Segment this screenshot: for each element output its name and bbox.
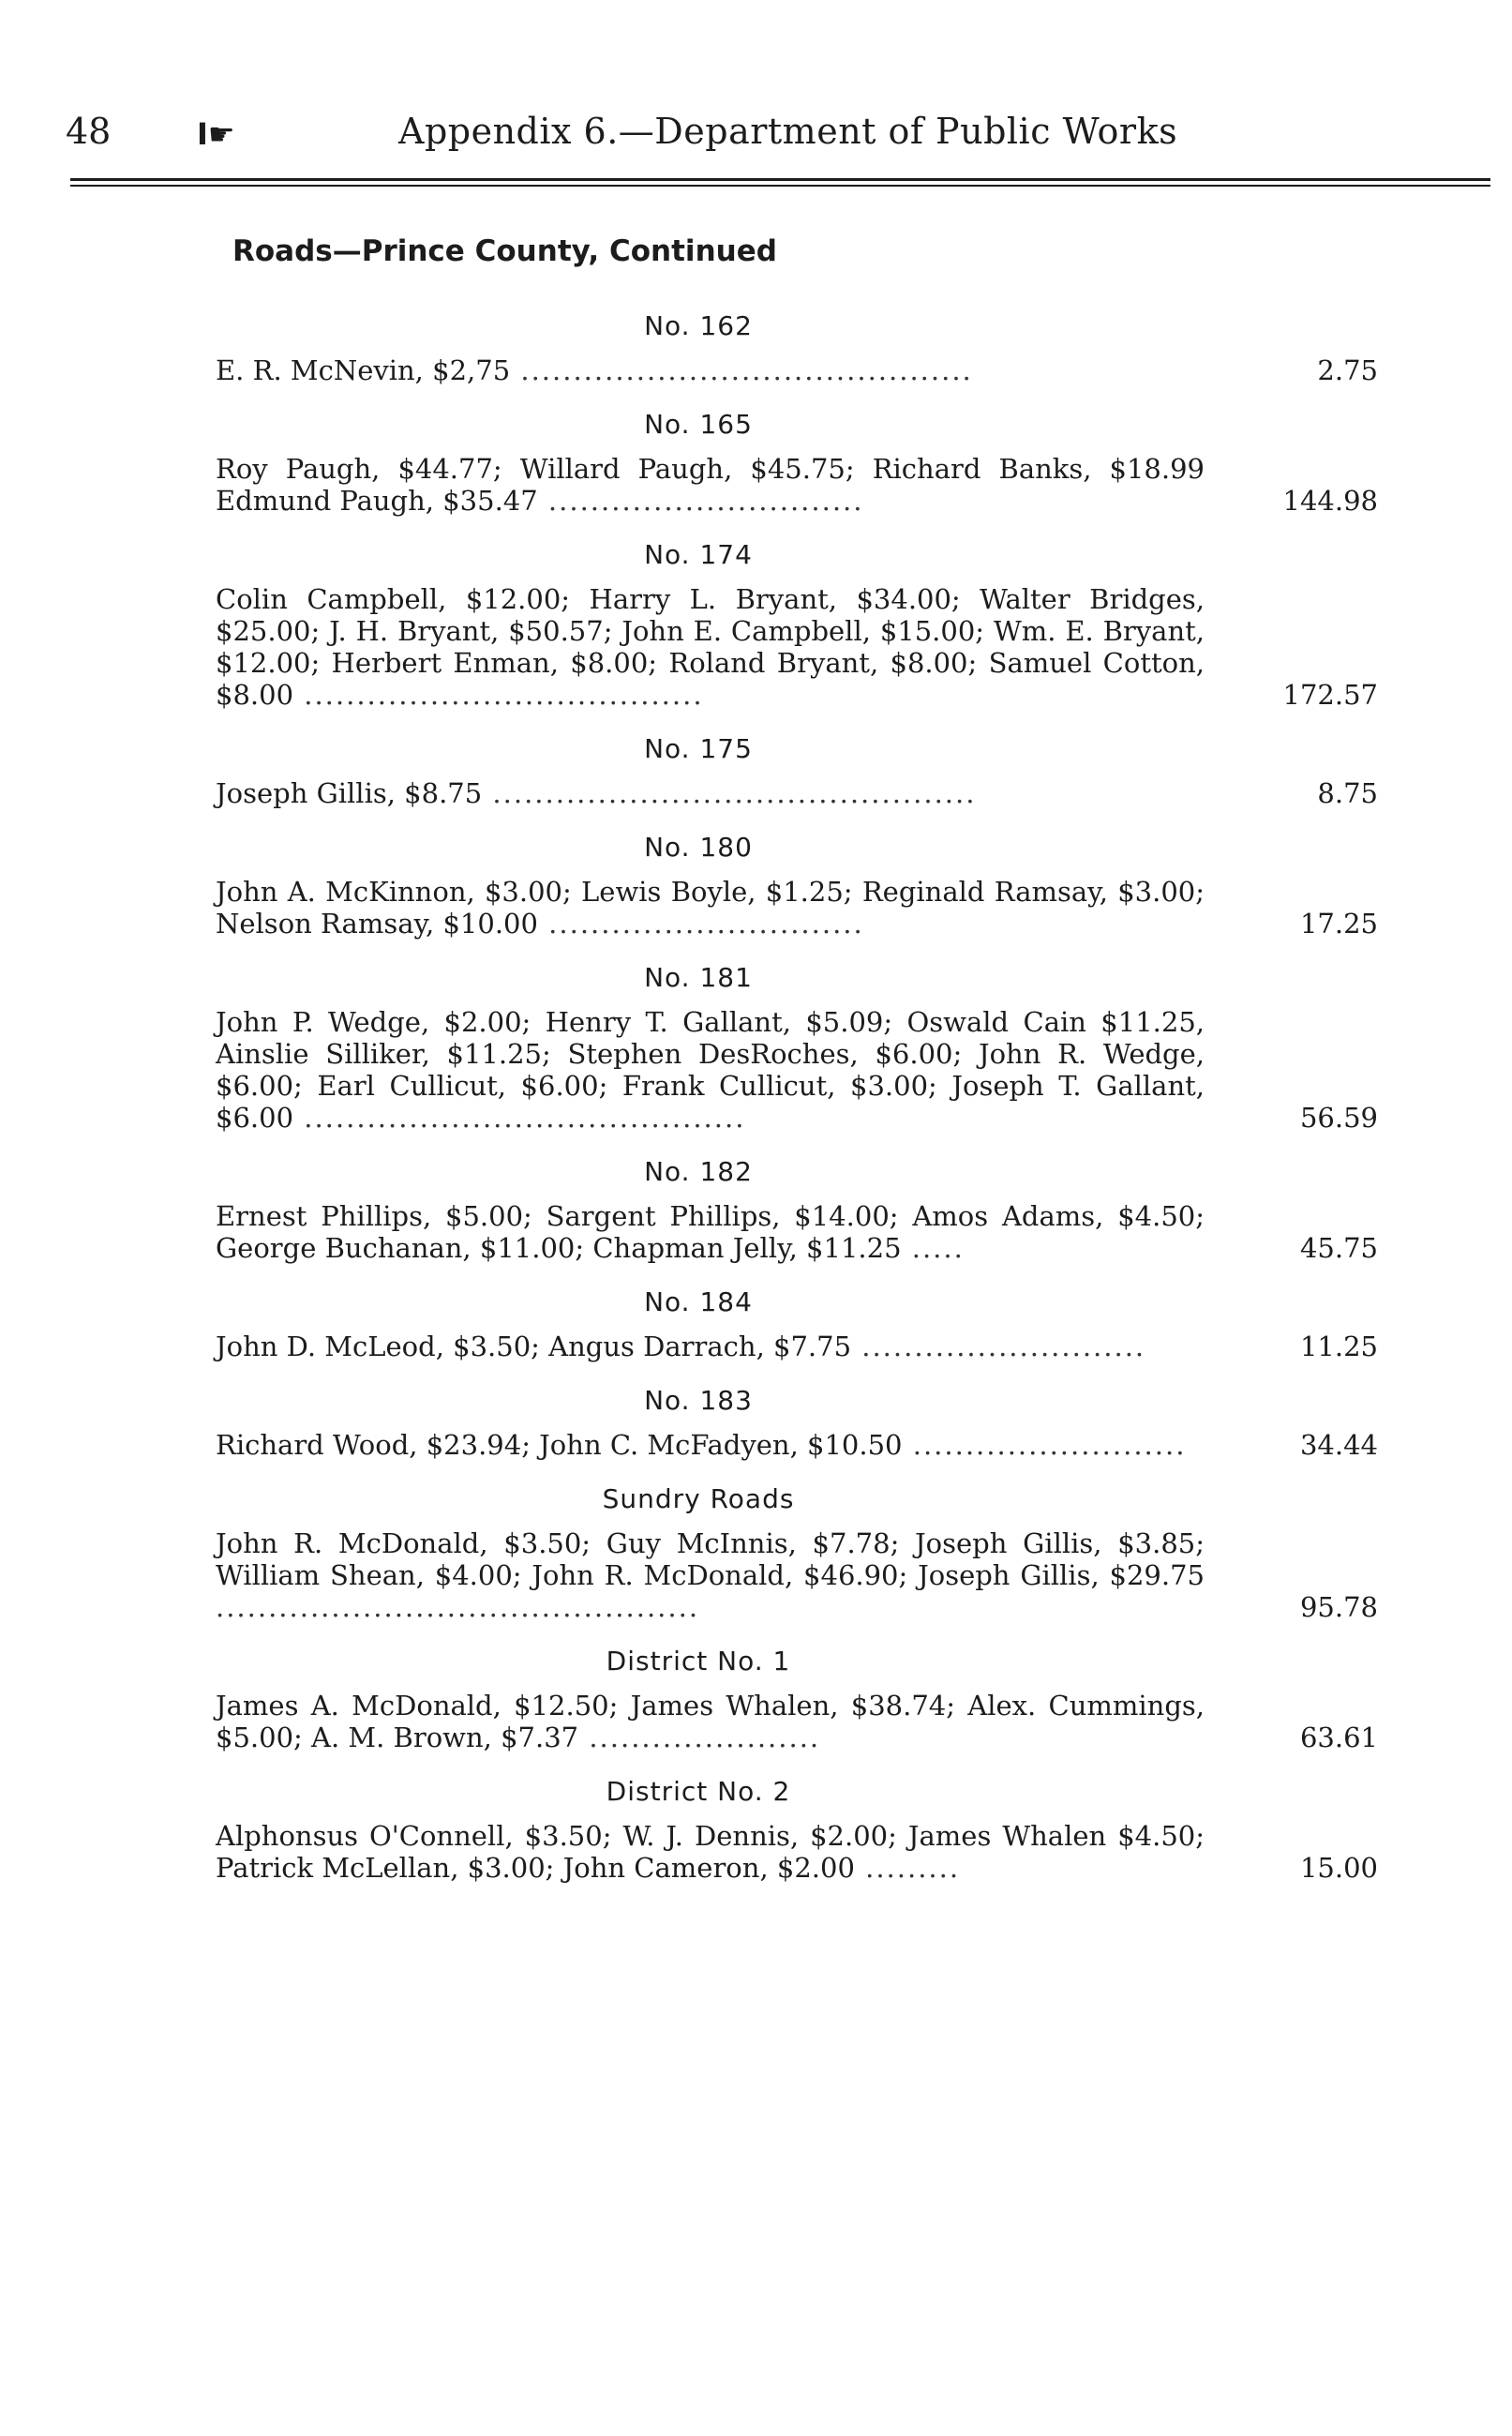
entry-heading: No. 184 <box>644 1286 753 1317</box>
entry-amount: 8.75 <box>1317 777 1378 809</box>
entry-heading: No. 183 <box>644 1385 753 1416</box>
entry <box>216 1690 1378 1753</box>
entry-amount: 11.25 <box>1299 1331 1378 1362</box>
entry-heading: No. 174 <box>644 539 753 570</box>
leader-dots: .............................. <box>537 908 864 940</box>
entry-amount: 172.57 <box>1282 679 1378 711</box>
main-content <box>216 234 1378 1906</box>
entry-amount: 2.75 <box>1317 354 1378 386</box>
entry-heading: No. 180 <box>644 832 753 863</box>
entry-heading: No. 182 <box>644 1156 753 1187</box>
entry <box>216 1820 1378 1884</box>
header-rule <box>70 178 1490 181</box>
entry-heading: No. 181 <box>644 962 753 993</box>
entry-list <box>216 310 1378 1884</box>
entry-amount: 56.59 <box>1299 1102 1378 1134</box>
entry <box>216 1527 1378 1623</box>
leader-dots: .......................... <box>902 1429 1187 1461</box>
entry-amount: 17.25 <box>1299 908 1378 940</box>
leader-dots: .............................................. <box>482 777 977 809</box>
leader-dots: ........................................... <box>510 354 973 386</box>
entry-amount: 95.78 <box>1299 1591 1378 1623</box>
entry <box>216 453 1378 517</box>
entry-heading: District No. 2 <box>606 1776 791 1807</box>
section-title: Roads—Prince County, Continued <box>232 234 777 268</box>
entry <box>216 1006 1378 1134</box>
entry <box>216 354 1378 386</box>
entry-amount: 63.61 <box>1299 1722 1378 1753</box>
entry-text: John P. Wedge, $2.00; Henry T. Gallant, $5.09; Oswald Cain $11.25, Ainslie Silliker, $11.25; Stephen DesRoches, $6.00; John R. Wedge, $6.00; Earl Cullicut, $6.00; Frank Cullicut, $3.00; Joseph T. Gallant, $6.00 <box>216 1006 1205 1134</box>
entry-text: Joseph Gillis, $8.75 <box>216 777 483 809</box>
entry <box>216 876 1378 940</box>
entry <box>216 777 1378 809</box>
entry-heading: District No. 1 <box>606 1646 791 1677</box>
pointing-hand-icon: I☛ <box>197 116 235 152</box>
leader-dots: ..... <box>901 1232 965 1264</box>
entry-heading: Sundry Roads <box>602 1483 795 1514</box>
leader-dots: ...................................... <box>293 679 704 711</box>
leader-dots: ......... <box>854 1852 961 1884</box>
page-header <box>56 111 1481 167</box>
entry-heading: No. 175 <box>644 733 753 764</box>
entry <box>216 1429 1378 1461</box>
entry-text: John D. McLeod, $3.50; Angus Darrach, $7.75 <box>216 1331 852 1362</box>
entry-text: Colin Campbell, $12.00; Harry L. Bryant, $34.00; Walter Bridges, $25.00; J. H. Bryant, $50.57; John E. Campbell, $15.00; Wm. E. Bryant, $12.00; Herbert Enman, $8.00; Roland Bryant, $8.00; Samuel Cotton, $8.00 <box>216 583 1205 711</box>
leader-dots: ...................... <box>578 1722 821 1753</box>
header-rule-thin <box>70 185 1490 187</box>
entry-text: Roy Paugh, $44.77; Willard Paugh, $45.75; Richard Banks, $18.99 Edmund Paugh, $35.47 <box>216 453 1205 517</box>
entry-text: John R. McDonald, $3.50; Guy McInnis, $7.78; Joseph Gillis, $3.85; William Shean, $4.00; John R. McDonald, $46.90; Joseph Gillis, $29.75 <box>216 1527 1205 1591</box>
entry-heading: No. 165 <box>644 409 753 440</box>
entry <box>216 583 1378 711</box>
entry-amount: 144.98 <box>1282 485 1378 517</box>
entry-amount: 45.75 <box>1299 1232 1378 1264</box>
entry-text: Alphonsus O'Connell, $3.50; W. J. Dennis, $2.00; James Whalen $4.50; Patrick McLellan, $3.00; John Cameron, $2.00 <box>216 1820 1205 1884</box>
entry-amount: 34.44 <box>1299 1429 1378 1461</box>
leader-dots: ........................... <box>851 1331 1146 1362</box>
entry-amount: 15.00 <box>1299 1852 1378 1884</box>
entry-text: John A. McKinnon, $3.00; Lewis Boyle, $1.25; Reginald Ramsay, $3.00; Nelson Ramsay, $10.00 <box>216 876 1205 940</box>
entry <box>216 1200 1378 1264</box>
entry-heading: No. 162 <box>644 310 753 341</box>
leader-dots: .............................................. <box>216 1591 700 1623</box>
leader-dots: .............................. <box>537 485 864 517</box>
entry-text: Richard Wood, $23.94; John C. McFadyen, $10.50 <box>216 1429 903 1461</box>
running-title: Appendix 6.—Department of Public Works <box>398 111 1178 152</box>
leader-dots: .......................................... <box>293 1102 746 1134</box>
entry-text: James A. McDonald, $12.50; James Whalen, $38.74; Alex. Cummings, $5.00; A. M. Brown, $7.37 <box>216 1690 1205 1753</box>
entry <box>216 1331 1378 1362</box>
page-number: 48 <box>66 111 112 152</box>
entry-text: E. R. McNevin, $2,75 <box>216 354 511 386</box>
entry-text: Ernest Phillips, $5.00; Sargent Phillips, $14.00; Amos Adams, $4.50; George Buchanan, $11.00; Chapman Jelly, $11.25 <box>216 1200 1205 1264</box>
